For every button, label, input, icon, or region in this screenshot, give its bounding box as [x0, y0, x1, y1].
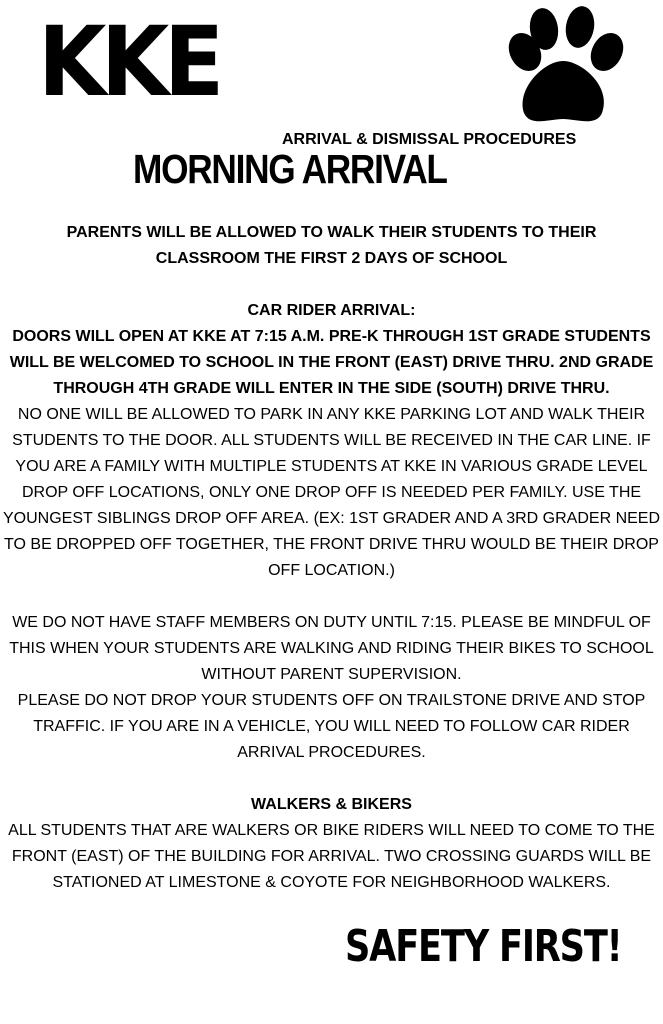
subtitle: ARRIVAL & DISMISSAL PROCEDURES: [282, 131, 577, 148]
safety-first-banner: SAFETY FIRST!: [345, 921, 622, 972]
staff-line: WE DO NOT HAVE STAFF MEMBERS ON DUTY UNTIL 7:15. PLEASE BE MINDFUL OF: [12, 614, 651, 631]
walkers-line: ALL STUDENTS THAT ARE WALKERS OR BIKE RIDERS WILL NEED TO COME TO THE: [8, 822, 655, 839]
walkers-line: STATIONED AT LIMESTONE & COYOTE FOR NEIGHBORHOOD WALKERS.: [52, 874, 611, 891]
walkers-heading: WALKERS & BIKERS: [251, 796, 412, 813]
car-rider-body-line: DROP OFF LOCATIONS, ONLY ONE DROP OFF IS NEEDED PER FAMILY. USE THE: [21, 484, 642, 501]
car-rider-body-line: YOUNGEST SIBLINGS DROP OFF AREA. (EX: 1ST GRADER AND A 3RD GRADER NEED: [2, 510, 661, 527]
walkers-line: FRONT (EAST) OF THE BUILDING FOR ARRIVAL. TWO CROSSING GUARDS WILL BE: [11, 848, 652, 865]
car-rider-heading: CAR RIDER ARRIVAL:: [247, 302, 416, 319]
walkers-section: [0, 792, 663, 896]
car-rider-line: WILL BE WELCOMED TO SCHOOL IN THE FRONT (EAST) DRIVE THRU. 2ND GRADE: [9, 354, 654, 371]
paw-print-icon: [494, 5, 629, 127]
intro-section: [0, 220, 663, 272]
staff-line: ARRIVAL PROCEDURES.: [237, 744, 426, 761]
page-title: MORNING ARRIVAL: [133, 146, 447, 192]
staff-line: THIS WHEN YOUR STUDENTS ARE WALKING AND RIDING THEIR BIKES TO SCHOOL: [9, 640, 654, 657]
car-rider-line: THROUGH 4TH GRADE WILL ENTER IN THE SIDE (SOUTH) DRIVE THRU.: [53, 380, 610, 397]
car-rider-body-line: YOU ARE A FAMILY WITH MULTIPLE STUDENTS AT KKE IN VARIOUS GRADE LEVEL: [15, 458, 648, 475]
notice-body: [0, 220, 663, 896]
staff-line: WITHOUT PARENT SUPERVISION.: [201, 666, 462, 683]
car-rider-section: [0, 298, 663, 584]
car-rider-body-line: STUDENTS TO THE DOOR. ALL STUDENTS WILL BE RECEIVED IN THE CAR LINE. IF: [12, 432, 651, 449]
car-rider-body-line: NO ONE WILL BE ALLOWED TO PARK IN ANY KKE PARKING LOT AND WALK THEIR: [17, 406, 646, 423]
staff-line: PLEASE DO NOT DROP YOUR STUDENTS OFF ON TRAILSTONE DRIVE AND STOP: [17, 692, 646, 709]
car-rider-body-line: TO BE DROPPED OFF TOGETHER, THE FRONT DRIVE THRU WOULD BE THEIR DROP: [4, 536, 659, 553]
staff-section: [0, 610, 663, 766]
kke-logo: KKE: [38, 6, 219, 118]
staff-line: TRAFFIC. IF YOU ARE IN A VEHICLE, YOU WILL NEED TO FOLLOW CAR RIDER: [33, 718, 630, 735]
intro-line: PARENTS WILL BE ALLOWED TO WALK THEIR STUDENTS TO THEIR: [66, 224, 597, 241]
car-rider-body-line: OFF LOCATION.): [268, 562, 395, 579]
intro-line: CLASSROOM THE FIRST 2 DAYS OF SCHOOL: [155, 250, 508, 267]
car-rider-line: DOORS WILL OPEN AT KKE AT 7:15 A.M. PRE-K THROUGH 1ST GRADE STUDENTS: [12, 328, 651, 345]
